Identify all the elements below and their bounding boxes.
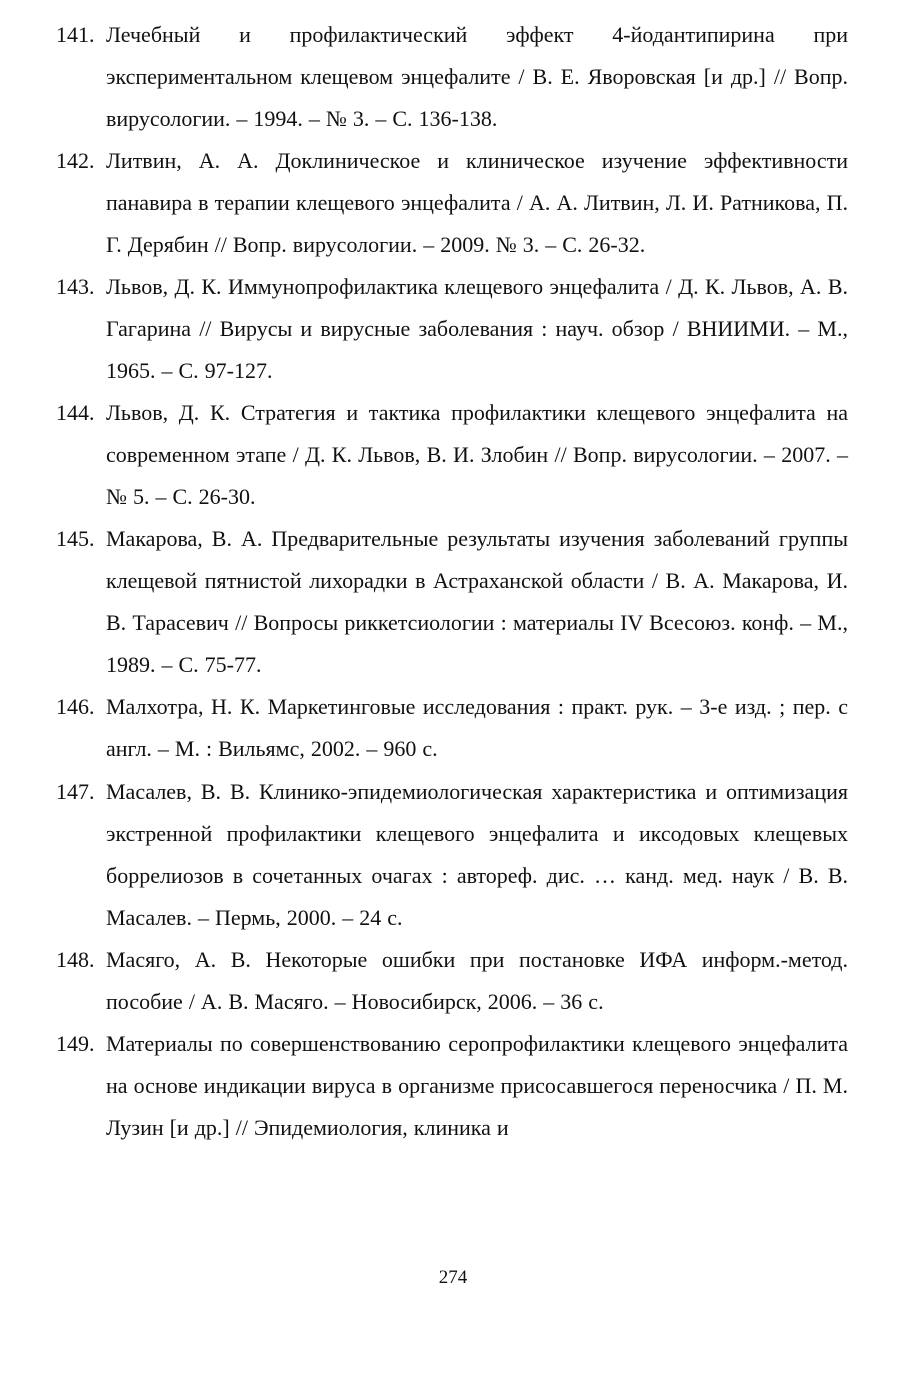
reference-number: 147. bbox=[56, 778, 95, 804]
reference-item bbox=[56, 771, 848, 939]
reference-text: Львов, Д. К. Иммунопрофилактика клещевого энцефалита / Д. К. Львов, А. В. Гагарина // Вирусы и вирусные заболевания : науч. обзор / ВНИИМИ. – М., 1965. – С. 97-127. bbox=[106, 274, 848, 384]
reference-number: 143. bbox=[56, 274, 95, 300]
reference-item bbox=[56, 140, 848, 266]
reference-text: Масяго, А. В. Некоторые ошибки при постановке ИФА информ.-метод. пособие / А. В. Масяго. – Новосибирск, 2006. – 36 с. bbox=[106, 946, 848, 1014]
reference-text: Лечебный и профилактический эффект 4-йодантипирина при экспериментальном клещевом энцефалите / В. Е. Яворовская [и др.] // Вопр. вирусологии. – 1994. – № 3. – С. 136-138. bbox=[106, 22, 848, 131]
reference-number: 146. bbox=[56, 694, 95, 720]
reference-text: Материалы по совершенствованию серопрофилактики клещевого энцефалита на основе индикации вируса в организме присосавшегося переносчика / П. М. Лузин [и др.] // Эпидемиология, клиника и bbox=[106, 1030, 848, 1140]
reference-text: Литвин, А. А. Доклиническое и клиническое изучение эффективности панавира в терапии клещевого энцефалита / А. А. Литвин, Л. И. Ратникова, П. Г. Дерябин // Вопр. вирусологии. – 2009. № 3. – С. 26-32. bbox=[106, 148, 848, 258]
reference-item bbox=[56, 14, 848, 140]
reference-number: 144. bbox=[56, 400, 95, 426]
page-number: 274 bbox=[438, 1267, 468, 1288]
reference-number: 145. bbox=[56, 526, 95, 552]
reference-item bbox=[56, 266, 848, 392]
reference-list bbox=[56, 14, 848, 1149]
reference-item bbox=[56, 686, 848, 770]
reference-text: Львов, Д. К. Стратегия и тактика профилактики клещевого энцефалита на современном этапе / Д. К. Львов, В. И. Злобин // Вопр. вирусологии. – 2007. – № 5. – С. 26-30. bbox=[106, 400, 848, 510]
reference-text: Макарова, В. А. Предварительные результаты изучения заболеваний группы клещевой пятнистой лихорадки в Астраханской области / В. А. Макарова, И. В. Тарасевич // Вопросы риккетсиологии : материалы IV Всесоюз. конф. – М., 1989. – С. 75-77. bbox=[106, 526, 848, 678]
reference-item bbox=[56, 392, 848, 518]
reference-text: Малхотра, Н. К. Маркетинговые исследования : практ. рук. – 3-е изд. ; пер. с англ. – М. : Вильямс, 2002. – 960 с. bbox=[106, 694, 848, 762]
reference-text: Масалев, В. В. Клинико-эпидемиологическая характеристика и оптимизация экстренной профилактики клещевого энцефалита и иксодовых клещевых боррелиозов в сочетанных очагах : автореф. дис. … канд. мед. наук / В. В. Масалев. – Пермь, 2000. – 24 с. bbox=[106, 778, 848, 930]
reference-number: 149. bbox=[56, 1030, 95, 1056]
reference-item bbox=[56, 1023, 848, 1149]
reference-number: 142. bbox=[56, 148, 95, 174]
reference-item bbox=[56, 518, 848, 686]
reference-number: 141. bbox=[56, 22, 95, 47]
reference-number: 148. bbox=[56, 946, 95, 972]
reference-item bbox=[56, 939, 848, 1023]
